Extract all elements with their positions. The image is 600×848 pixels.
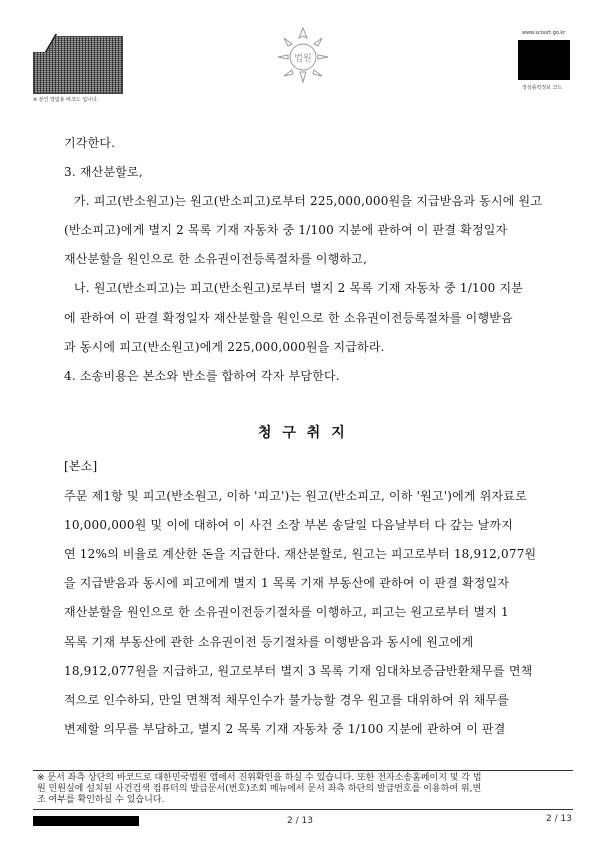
text-line-14: 재산분할을 원인으로 한 소유권이전등기절차를 이행하고, 피고는 원고로부터 별지 1	[64, 605, 509, 619]
text-line-15: 목록 기재 부동산에 관한 소유권이전 등기절차를 이행받음과 동시에 원고에게	[64, 635, 474, 649]
section-heading: 청 구 취 지	[258, 425, 348, 441]
verification-qr-code	[518, 40, 570, 80]
court-url: www.scourt.go.kr	[522, 30, 566, 36]
text-line-6: 나. 원고(반소피고)는 피고(반소원고)로부터 별지 2 목록 기재 자동차 중 1/100 지분	[74, 281, 524, 295]
text-line-1: 기각한다.	[64, 136, 116, 150]
text-line-5: 재산분할을 원인으로 한 소유권이전등록절차를 이행하고,	[64, 252, 368, 266]
text-line-4: (반소피고)에게 별지 2 목록 기재 자동차 중 1/100 지분에 관하여 이 판결 확정일자	[64, 223, 508, 237]
notice-line-2: 원 민원실에 설치된 사건검색 컴퓨터의 발급문서(번호)조회 메뉴에서 문서 좌측 하단의 발급번호를 이용하여 위,변	[37, 784, 482, 794]
notice-line-1: ※ 문서 좌측 상단의 바코드로 대한민국법원 앱에서 진위확인을 하실 수 있습니다. 또한 전자소송홈페이지 및 각 법	[37, 773, 482, 783]
text-line-17: 적으로 인수하되, 만일 면책적 채무인수가 불가능할 경우 원고를 대위하여 위 채무를	[64, 693, 510, 707]
text-line-16: 18,912,077원을 지급하고, 원고로부터 별지 3 목록 기재 임대차보증금반환채무를 면책	[64, 664, 533, 678]
redacted-issue-number	[33, 816, 139, 826]
qr-caption: 정상출력정보 코드	[522, 85, 563, 91]
text-line-18: 변제할 의무를 부담하고, 별지 2 목록 기재 자동차 중 1/100 지분에 관하여 이 판결	[64, 722, 506, 736]
text-line-7: 에 관하여 이 판결 확정일자 재산분할을 원인으로 한 소유권이전등록절차를 이행받음	[64, 311, 513, 325]
text-line-2: 3. 재산분할로,	[64, 165, 143, 179]
text-line-9: 4. 소송비용은 본소와 반소를 합하여 각자 부담한다.	[64, 369, 340, 383]
verification-notice-box	[33, 770, 573, 810]
seal-text: 법원	[294, 54, 312, 64]
barcode-caption: ※ 본인 열람용 바코드 입니다.	[33, 97, 99, 103]
notice-line-3: 조 여부를 확인하실 수 있습니다.	[37, 795, 165, 805]
text-line-8: 과 동시에 피고(반소원고)에게 225,000,000원을 지급하라.	[64, 340, 385, 354]
page-number-right: 2 / 13	[546, 814, 572, 824]
text-line-3: 가. 피고(반소원고)는 원고(반소피고)로부터 225,000,000원을 지급받음과 동시에 원고	[74, 194, 543, 208]
text-line-10: 주문 제1항 및 피고(반소원고, 이하 '피고')는 원고(반소피고, 이하 '원고')에게 위자료로	[64, 489, 527, 503]
text-line-11: 10,000,000원 및 이에 대하여 이 사건 소장 부본 송달일 다음날부터 다 갚는 날까지	[64, 518, 514, 532]
court-seal-emblem	[272, 24, 334, 86]
text-line-12: 연 12%의 비율로 계산한 돈을 지급한다. 재산분할로, 원고는 피고로부터 18,912,077원	[64, 547, 537, 561]
section-label: [본소]	[64, 459, 98, 473]
page-number-center: 2 / 13	[287, 816, 313, 826]
text-line-13: 을 지급받음과 동시에 피고에게 별지 1 목록 기재 부동산에 관하여 이 판결 확정일자	[64, 576, 510, 590]
